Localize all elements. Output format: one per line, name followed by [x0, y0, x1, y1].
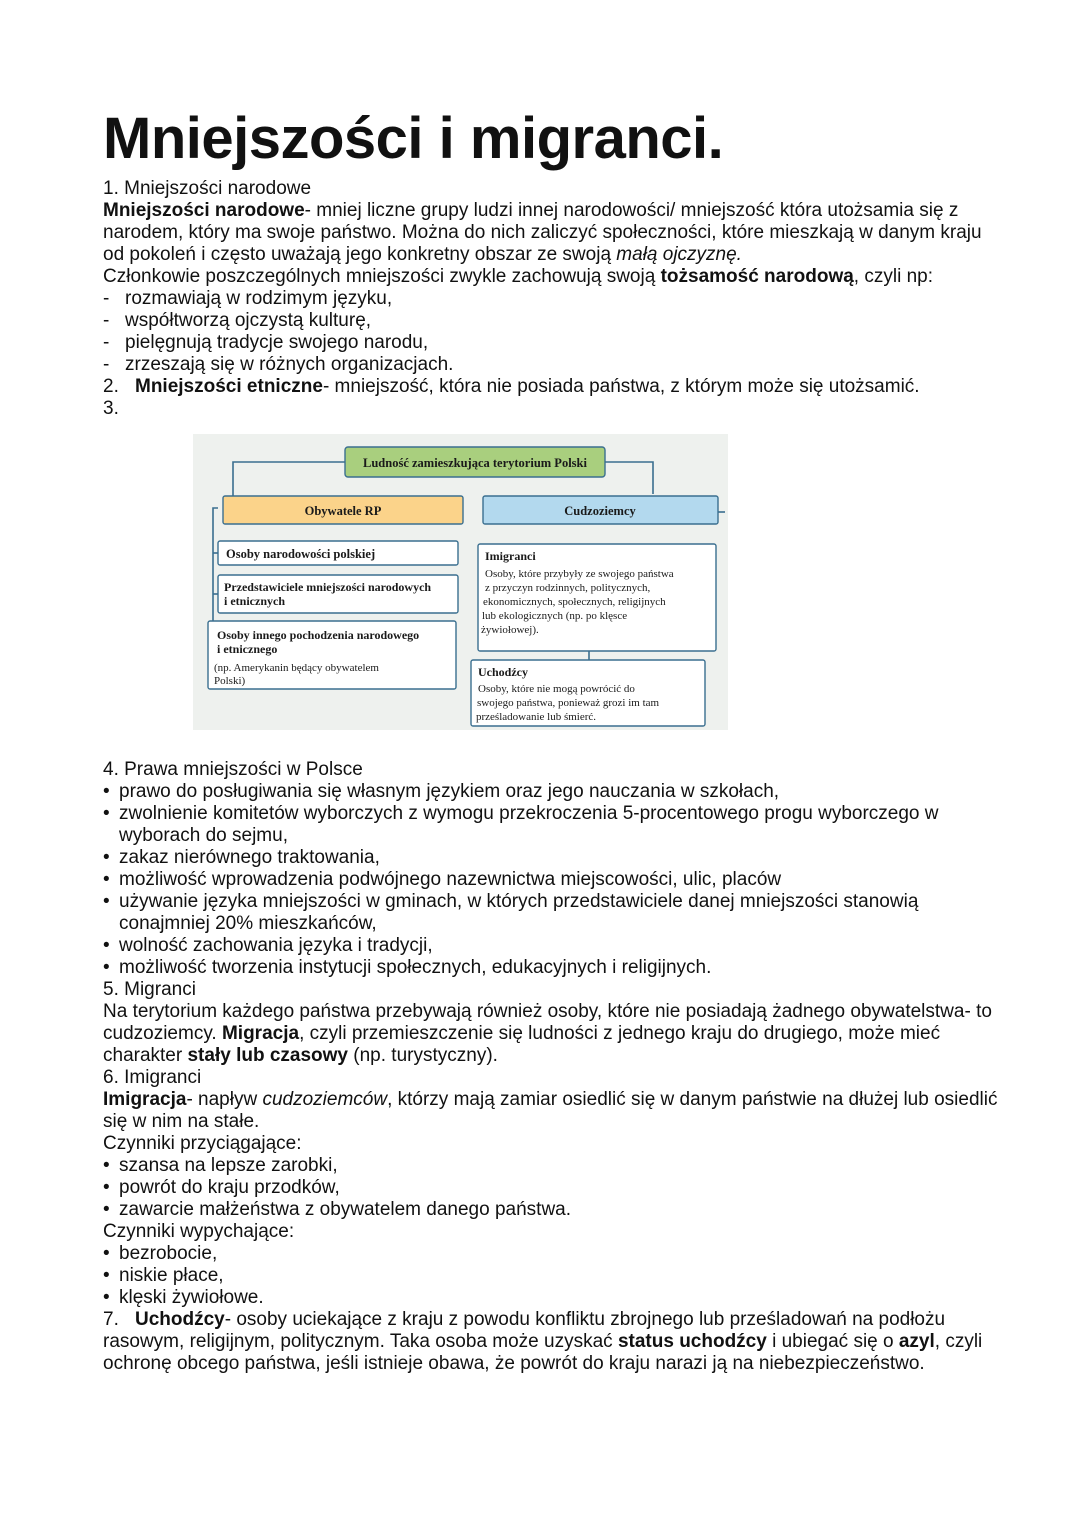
- polish-nationality-label: Osoby narodowości polskiej: [226, 547, 376, 561]
- page-title: Mniejszości i migranci.: [103, 106, 724, 171]
- list-item: • wolność zachowania języka i tradycji,: [103, 935, 433, 956]
- section-1-definition: [103, 200, 1003, 266]
- list-item: - pielęgnują tradycje swojego narodu,: [103, 332, 429, 353]
- term-refugees: Uchodźcy: [135, 1309, 225, 1330]
- definition-text: i ubiegać się o: [766, 1331, 899, 1352]
- list-item-text: bezrobocie,: [119, 1243, 218, 1264]
- list-item-text: prawo do posługiwania się własnym językiem oraz jego nauczania w szkołach,: [119, 781, 780, 802]
- section-1-paragraph-2: [103, 266, 1003, 288]
- list-item-text: klęski żywiołowe.: [119, 1287, 264, 1308]
- section-1-heading: 1. Mniejszości narodowe: [103, 178, 312, 199]
- immigrants-text-line: żywiołowej).: [481, 624, 539, 636]
- list-item: • zakaz nierównego traktowania,: [103, 847, 380, 868]
- list-item-text: możliwość tworzenia instytucji społecznych, edukacyjnych i religijnych.: [119, 957, 712, 978]
- list-item-text: zakaz nierównego traktowania,: [119, 847, 380, 868]
- list-item-text: powrót do kraju przodków,: [119, 1177, 340, 1198]
- list-item: - rozmawiają w rodzimym języku,: [103, 288, 393, 309]
- other-origin-label-line-2: i etnicznego: [217, 642, 278, 656]
- list-item: • używanie języka mniejszości w gminach, w których przedstawiciele danej mniejszości stanowią conajmniej 20% mieszkańców,: [103, 891, 1003, 935]
- section-number: 7.: [103, 1309, 119, 1330]
- immigrants-text-line: ekonomicznych, społecznych, religijnych: [483, 596, 666, 608]
- list-item: - zrzeszają się w różnych organizacjach.: [103, 354, 454, 375]
- other-origin-label-line-1: Osoby innego pochodzenia narodowego: [217, 628, 420, 642]
- list-item: - współtworzą ojczystą kulturę,: [103, 310, 372, 331]
- term-migration: Migracja: [221, 1023, 300, 1044]
- minorities-label-line-2: i etnicznych: [224, 594, 285, 608]
- list-item: • powrót do kraju przodków,: [103, 1177, 340, 1198]
- list-item-text: zwolnienie komitetów wyborczych z wymogu przekroczenia 5-procentowego progu wyborczego w wyborach do sejmu,: [119, 803, 939, 846]
- paragraph-text: Na terytorium każdego państwa przebywają również osoby, które nie posiadają żadnego obywatelstwa- to cudzoziemcy.: [103, 1001, 992, 1044]
- section-5-paragraph: [103, 1001, 1003, 1067]
- section-5-heading: 5. Migranci: [103, 979, 196, 1000]
- term-national-minorities: Mniejszości narodowe: [103, 200, 305, 221]
- section-7: [103, 1309, 1003, 1375]
- immigrants-text-line: z przyczyn rodzinnych, politycznych,: [485, 582, 651, 594]
- definition-text: , którzy mają zamiar osiedlić się w danym państwie na dłużej lub osiedlić się w nim na stałe.: [103, 1089, 998, 1132]
- definition-text: - mniej liczne grupy ludzi innej narodowości/ mniejszość która utożsamia się z narodem, który ma swoje państwo. Można do nich zaliczyć społeczności, które mieszkają w danym kraju od pokoleń i często uważają jego konkretny obszar ze swoją: [103, 200, 982, 265]
- foreigners-label: Cudzoziemcy: [564, 504, 636, 518]
- immigrants-text-line: Osoby, które przybyły ze swojego państwa: [485, 568, 674, 580]
- definition-text: , czyli ochronę obcego państwa, jeśli istnieje obawa, że powrót do kraju narazi ją na niebezpieczeństwo.: [103, 1331, 983, 1374]
- immigrants-title: Imigranci: [485, 549, 536, 563]
- section-number: 3.: [103, 398, 119, 419]
- list-item-text: niskie płace,: [119, 1265, 224, 1286]
- definition-text: - napływ: [186, 1089, 263, 1110]
- push-factors-heading: Czynniki wypychające:: [103, 1221, 295, 1242]
- list-item-text: zawarcie małżeństwa z obywatelem danego państwa.: [119, 1199, 572, 1220]
- italic-phrase: małą ojczyznę.: [616, 244, 742, 265]
- section-number: 2.: [103, 376, 119, 397]
- definition-text: - mniejszość, która nie posiada państwa, z którym może się utożsamić.: [322, 376, 920, 397]
- section-2: [103, 376, 1003, 398]
- term-permanent-temporary: stały lub czasowy: [187, 1045, 348, 1066]
- list-item-text: możliwość wprowadzenia podwójnego nazewnictwa miejscowości, ulic, placów: [119, 869, 782, 890]
- term-refugee-status: status uchodźcy: [617, 1331, 767, 1352]
- section-6-definition: [103, 1089, 1003, 1133]
- list-item-text: szansa na lepsze zarobki,: [119, 1155, 338, 1176]
- paragraph-text: , czyli np:: [853, 266, 933, 287]
- list-item: • zawarcie małżeństwa z obywatelem danego państwa.: [103, 1199, 572, 1220]
- list-item: • szansa na lepsze zarobki,: [103, 1155, 338, 1176]
- other-origin-example-line-2: Polski): [214, 675, 246, 687]
- italic-phrase: cudzoziemców: [262, 1089, 388, 1110]
- section-4-heading: 4. Prawa mniejszości w Polsce: [103, 759, 363, 780]
- list-item-text: współtworzą ojczystą kulturę,: [125, 310, 372, 331]
- list-item: • klęski żywiołowe.: [103, 1287, 264, 1308]
- term-national-identity: tożsamość narodową: [660, 266, 854, 287]
- root-label: Ludność zamieszkująca terytorium Polski: [363, 456, 587, 470]
- paragraph-text: , czyli przemieszczenie się ludności z jednego kraju do drugiego, może mieć charakter: [103, 1023, 941, 1066]
- refugees-text-line: swojego państwa, ponieważ grozi im tam: [477, 697, 660, 709]
- list-item: • bezrobocie,: [103, 1243, 218, 1264]
- term-ethnic-minorities: Mniejszości etniczne: [135, 376, 323, 397]
- paragraph-text: (np. turystyczny).: [348, 1045, 498, 1066]
- list-item: • zwolnienie komitetów wyborczych z wymogu przekroczenia 5-procentowego progu wyborczego w wyborach do sejmu,: [103, 803, 1003, 847]
- rights-list: [103, 781, 1003, 979]
- citizens-label: Obywatele RP: [304, 504, 382, 518]
- minorities-label-line-1: Przedstawiciele mniejszości narodowych: [224, 580, 432, 594]
- diagram-background: [193, 434, 728, 730]
- document-page: [103, 108, 1003, 1375]
- population-diagram: [103, 424, 1003, 749]
- pull-factors-heading: Czynniki przyciągające:: [103, 1133, 302, 1154]
- list-item-text: zrzeszają się w różnych organizacjach.: [125, 354, 454, 375]
- diagram-svg: [193, 434, 728, 730]
- list-item: • możliwość wprowadzenia podwójnego nazewnictwa miejscowości, ulic, placów: [103, 869, 782, 890]
- section-3: [103, 398, 1003, 420]
- term-asylum: azyl: [898, 1331, 935, 1352]
- definition-text: - osoby uciekające z kraju z powodu konfliktu zbrojnego lub prześladowań na podłożu rasowym, religijnym, politycznym. Taka osoba może uzyskać: [103, 1309, 946, 1352]
- term-immigration: Imigracja: [103, 1089, 187, 1110]
- paragraph-text: Członkowie poszczególnych mniejszości zwykle zachowują swoją: [103, 266, 661, 287]
- dash-list: [103, 288, 1003, 376]
- list-item-text: wolność zachowania języka i tradycji,: [119, 935, 433, 956]
- list-item: • możliwość tworzenia instytucji społecznych, edukacyjnych i religijnych.: [103, 957, 712, 978]
- list-item: • prawo do posługiwania się własnym językiem oraz jego nauczania w szkołach,: [103, 781, 780, 802]
- list-item-text: pielęgnują tradycje swojego narodu,: [125, 332, 429, 353]
- section-6-heading: 6. Imigranci: [103, 1067, 202, 1088]
- list-item-text: rozmawiają w rodzimym języku,: [125, 288, 393, 309]
- refugees-title: Uchodźcy: [478, 665, 528, 679]
- immigrants-text-line: lub ekologicznych (np. po klęsce: [482, 610, 628, 622]
- push-factors-list: [103, 1243, 1003, 1309]
- refugees-text-line: Osoby, które nie mogą powrócić do: [478, 683, 635, 695]
- other-origin-example-line-1: (np. Amerykanin będący obywatelem: [214, 662, 379, 674]
- refugees-text-line: prześladowanie lub śmierć.: [476, 711, 597, 723]
- list-item: • niskie płace,: [103, 1265, 224, 1286]
- list-item-text: używanie języka mniejszości w gminach, w których przedstawiciele danej mniejszości stanowią conajmniej 20% mieszkańców,: [119, 891, 919, 934]
- pull-factors-list: [103, 1155, 1003, 1221]
